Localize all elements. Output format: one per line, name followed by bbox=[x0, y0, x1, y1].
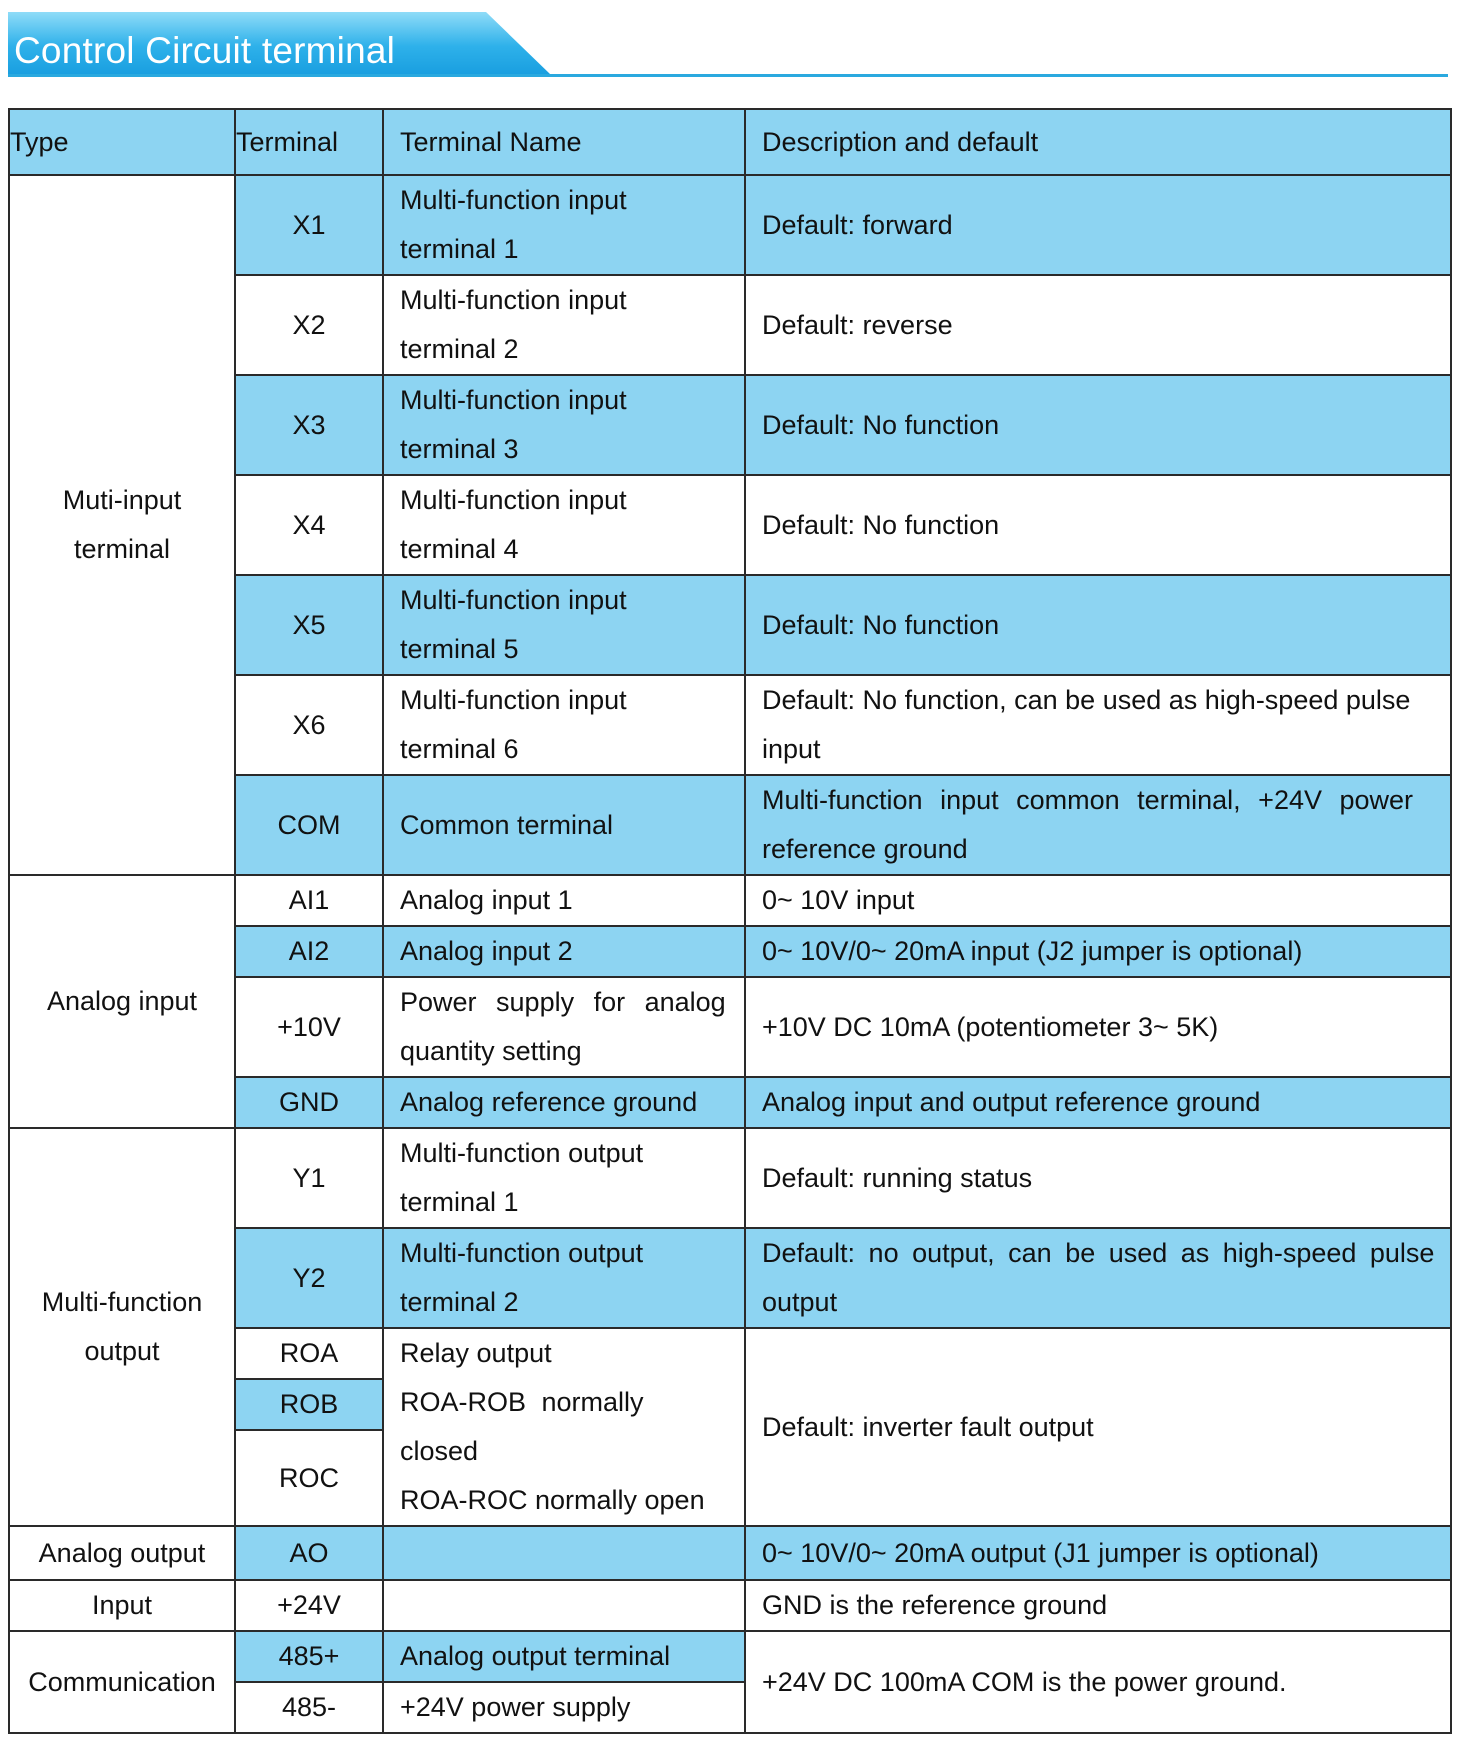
description-y1: Default: running status bbox=[745, 1128, 1451, 1228]
type-analog-input: Analog input bbox=[9, 875, 235, 1128]
terminal-name-ai2: Analog input 2 bbox=[383, 926, 745, 977]
terminal-name-x4: Multi-function input terminal 4 bbox=[383, 475, 745, 575]
terminal-name-relay: Relay output ROA-ROB normally closed ROA-ROC normally open bbox=[383, 1328, 745, 1526]
terminal-x2: X2 bbox=[235, 275, 383, 375]
type-input: Input bbox=[9, 1580, 235, 1631]
table-row bbox=[9, 175, 1451, 275]
terminal-ao: AO bbox=[235, 1526, 383, 1580]
description-x1: Default: forward bbox=[745, 175, 1451, 275]
type-communication: Communication bbox=[9, 1631, 235, 1733]
terminal-name-x3: Multi-function input terminal 3 bbox=[383, 375, 745, 475]
terminal-name-10v: Power supply for analog quantity setting bbox=[383, 977, 745, 1077]
description-10v: +10V DC 10mA (potentiometer 3~ 5K) bbox=[745, 977, 1451, 1077]
terminal-roc: ROC bbox=[235, 1430, 383, 1526]
terminal-x4: X4 bbox=[235, 475, 383, 575]
type-analog-output: Analog output bbox=[9, 1526, 235, 1580]
description-y2: Default: no output, can be used as high-speed pulse output bbox=[745, 1228, 1451, 1328]
terminal-ai2: AI2 bbox=[235, 926, 383, 977]
table-row bbox=[9, 1580, 1451, 1631]
column-header-description: Description and default bbox=[745, 109, 1451, 175]
description-ao: 0~ 10V/0~ 20mA output (J1 jumper is optional) bbox=[745, 1526, 1451, 1580]
terminal-name-gnd: Analog reference ground bbox=[383, 1077, 745, 1128]
type-multi-output: Multi-function output bbox=[9, 1128, 235, 1526]
column-header-terminal-name: Terminal Name bbox=[383, 109, 745, 175]
terminal-com: COM bbox=[235, 775, 383, 875]
description-x6: Default: No function, can be used as high-speed pulse input bbox=[745, 675, 1451, 775]
terminal-y2: Y2 bbox=[235, 1228, 383, 1328]
terminal-name-x1: Multi-function input terminal 1 bbox=[383, 175, 745, 275]
description-24v: GND is the reference ground bbox=[745, 1580, 1451, 1631]
page-title: Control Circuit terminal bbox=[14, 30, 396, 71]
terminal-485-plus: 485+ bbox=[235, 1631, 383, 1682]
column-header-type: Type bbox=[9, 109, 235, 175]
terminal-485-minus: 485- bbox=[235, 1682, 383, 1733]
description-x2: Default: reverse bbox=[745, 275, 1451, 375]
terminal-name-ao bbox=[383, 1526, 745, 1580]
terminal-name-y2: Multi-function output terminal 2 bbox=[383, 1228, 745, 1328]
table-row bbox=[9, 1631, 1451, 1682]
description-com: Multi-function input common terminal, +24V power reference ground bbox=[745, 775, 1451, 875]
terminal-x5: X5 bbox=[235, 575, 383, 675]
section-banner bbox=[8, 12, 1448, 78]
description-communication: +24V DC 100mA COM is the power ground. bbox=[745, 1631, 1451, 1733]
table-header-row bbox=[9, 109, 1451, 175]
terminal-name-x6: Multi-function input terminal 6 bbox=[383, 675, 745, 775]
terminal-name-com: Common terminal bbox=[383, 775, 745, 875]
terminal-rob: ROB bbox=[235, 1379, 383, 1430]
type-multi-input: Muti-input terminal bbox=[9, 175, 235, 875]
terminal-name-x2: Multi-function input terminal 2 bbox=[383, 275, 745, 375]
terminal-y1: Y1 bbox=[235, 1128, 383, 1228]
terminal-24v: +24V bbox=[235, 1580, 383, 1631]
terminal-name-24v bbox=[383, 1580, 745, 1631]
terminal-10v: +10V bbox=[235, 977, 383, 1077]
terminal-name-x5: Multi-function input terminal 5 bbox=[383, 575, 745, 675]
terminal-name-485-minus: +24V power supply bbox=[383, 1682, 745, 1733]
table-row bbox=[9, 1128, 1451, 1228]
column-header-terminal: Terminal bbox=[235, 109, 383, 175]
terminal-x3: X3 bbox=[235, 375, 383, 475]
terminal-x6: X6 bbox=[235, 675, 383, 775]
terminal-name-ai1: Analog input 1 bbox=[383, 875, 745, 926]
description-x5: Default: No function bbox=[745, 575, 1451, 675]
description-relay: Default: inverter fault output bbox=[745, 1328, 1451, 1526]
terminal-name-485-plus: Analog output terminal bbox=[383, 1631, 745, 1682]
terminal-gnd: GND bbox=[235, 1077, 383, 1128]
description-gnd: Analog input and output reference ground bbox=[745, 1077, 1451, 1128]
terminal-name-y1: Multi-function output terminal 1 bbox=[383, 1128, 745, 1228]
description-ai2: 0~ 10V/0~ 20mA input (J2 jumper is optional) bbox=[745, 926, 1451, 977]
table-row bbox=[9, 1526, 1451, 1580]
control-terminal-table bbox=[8, 108, 1452, 1734]
terminal-ai1: AI1 bbox=[235, 875, 383, 926]
table-row bbox=[9, 875, 1451, 926]
terminal-x1: X1 bbox=[235, 175, 383, 275]
description-ai1: 0~ 10V input bbox=[745, 875, 1451, 926]
description-x4: Default: No function bbox=[745, 475, 1451, 575]
description-x3: Default: No function bbox=[745, 375, 1451, 475]
terminal-roa: ROA bbox=[235, 1328, 383, 1379]
